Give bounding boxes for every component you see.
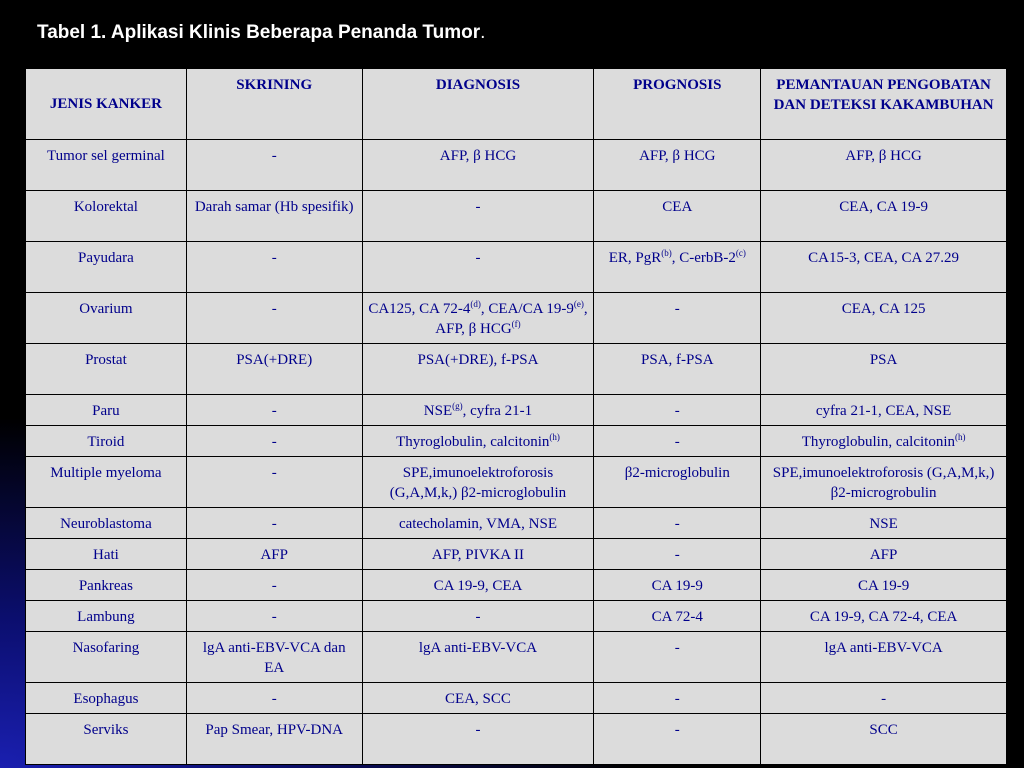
footnote-marker: (e): [573, 299, 584, 309]
cell-jenis: Kolorektal: [26, 191, 187, 242]
cell-jenis: Nasofaring: [26, 632, 187, 683]
cell-diagnosis: AFP, β HCG: [362, 140, 594, 191]
cell-pemantauan: Thyroglobulin, calcitonin$^{(h)}$: [761, 426, 1007, 457]
cell-jenis: Serviks: [26, 714, 187, 765]
cell-jenis: Tumor sel germinal: [26, 140, 187, 191]
cell-pemantauan: NSE: [761, 508, 1007, 539]
cell-jenis: Hati: [26, 539, 187, 570]
footnote-marker: (h): [955, 432, 966, 442]
table-row: [26, 539, 1007, 570]
footnote-marker: (g): [452, 401, 463, 411]
cell-pemantauan: CEA, CA 19-9: [761, 191, 1007, 242]
cell-prognosis: -: [594, 539, 761, 570]
header-jenis-kanker: JENIS KANKER: [26, 69, 187, 140]
slide-title-text: Tabel 1. Aplikasi Klinis Beberapa Penanda Tumor: [37, 22, 481, 43]
cell-jenis: Ovarium: [26, 293, 187, 344]
header-prognosis: PROGNOSIS: [594, 69, 761, 140]
cell-diagnosis: -: [362, 601, 594, 632]
cell-pemantauan: -: [761, 683, 1007, 714]
cell-diagnosis: catecholamin, VMA, NSE: [362, 508, 594, 539]
header-pemantauan: PEMANTAUAN PENGOBATAN DAN DETEKSI KAKAMBUHAN: [761, 69, 1007, 140]
cell-skrining: Darah samar (Hb spesifik): [186, 191, 362, 242]
table-row: [26, 344, 1007, 395]
cell-pemantauan: AFP, β HCG: [761, 140, 1007, 191]
header-diagnosis: DIAGNOSIS: [362, 69, 594, 140]
cell-prognosis: AFP, β HCG: [594, 140, 761, 191]
cell-skrining: -: [186, 570, 362, 601]
cell-pemantauan: AFP: [761, 539, 1007, 570]
cell-diagnosis: Thyroglobulin, calcitonin$^{(h)}$: [362, 426, 594, 457]
cell-skrining: -: [186, 293, 362, 344]
cell-pemantauan: CA15-3, CEA, CA 27.29: [761, 242, 1007, 293]
cell-skrining: -: [186, 457, 362, 508]
cell-jenis: Payudara: [26, 242, 187, 293]
cell-skrining: -: [186, 601, 362, 632]
cell-diagnosis: -: [362, 714, 594, 765]
table-row: [26, 601, 1007, 632]
cell-prognosis: -: [594, 395, 761, 426]
cell-prognosis: CA 19-9: [594, 570, 761, 601]
cell-skrining: -: [186, 242, 362, 293]
cell-pemantauan: cyfra 21-1, CEA, NSE: [761, 395, 1007, 426]
cell-skrining: -: [186, 395, 362, 426]
cell-pemantauan: CEA, CA 125: [761, 293, 1007, 344]
table-row: [26, 426, 1007, 457]
footnote-marker: (b): [661, 248, 672, 258]
cell-skrining: PSA(+DRE): [186, 344, 362, 395]
cell-pemantauan: lgA anti-EBV-VCA: [761, 632, 1007, 683]
footnote-marker: (c): [735, 248, 746, 258]
table-row: [26, 140, 1007, 191]
cell-diagnosis: -: [362, 242, 594, 293]
cell-diagnosis: lgA anti-EBV-VCA: [362, 632, 594, 683]
cell-jenis: Tiroid: [26, 426, 187, 457]
cell-prognosis: -: [594, 426, 761, 457]
slide-title: [37, 22, 485, 44]
cell-prognosis: -: [594, 508, 761, 539]
cell-diagnosis: AFP, PIVKA II: [362, 539, 594, 570]
table-row: [26, 242, 1007, 293]
header-skrining: SKRINING: [186, 69, 362, 140]
cell-pemantauan: CA 19-9: [761, 570, 1007, 601]
table-row: [26, 508, 1007, 539]
cell-skrining: -: [186, 426, 362, 457]
cell-prognosis: -: [594, 632, 761, 683]
cell-prognosis: CEA: [594, 191, 761, 242]
cell-skrining: Pap Smear, HPV-DNA: [186, 714, 362, 765]
footnote-marker: (d): [470, 299, 481, 309]
table-row: [26, 714, 1007, 765]
table-row: [26, 395, 1007, 426]
table-row: [26, 683, 1007, 714]
cell-prognosis: -: [594, 714, 761, 765]
cell-diagnosis: CEA, SCC: [362, 683, 594, 714]
cell-prognosis: -: [594, 293, 761, 344]
cell-jenis: Lambung: [26, 601, 187, 632]
table-row: [26, 632, 1007, 683]
cell-diagnosis: CA 19-9, CEA: [362, 570, 594, 601]
cell-pemantauan: CA 19-9, CA 72-4, CEA: [761, 601, 1007, 632]
cell-diagnosis: NSE$^{(g)}$, cyfra 21-1: [362, 395, 594, 426]
cell-diagnosis: PSA(+DRE), f-PSA: [362, 344, 594, 395]
slide-title-period: .: [480, 22, 486, 43]
cell-prognosis: PSA, f-PSA: [594, 344, 761, 395]
cell-prognosis: -: [594, 683, 761, 714]
tumor-marker-table: [25, 68, 1007, 765]
cell-jenis: Esophagus: [26, 683, 187, 714]
cell-skrining: -: [186, 683, 362, 714]
cell-jenis: Pankreas: [26, 570, 187, 601]
cell-pemantauan: PSA: [761, 344, 1007, 395]
cell-jenis: Paru: [26, 395, 187, 426]
table-row: [26, 570, 1007, 601]
table-header-row: [26, 69, 1007, 140]
cell-jenis: Prostat: [26, 344, 187, 395]
cell-prognosis: CA 72-4: [594, 601, 761, 632]
footnote-marker: (h): [549, 432, 560, 442]
cell-skrining: AFP: [186, 539, 362, 570]
table-row: [26, 457, 1007, 508]
cell-diagnosis: -: [362, 191, 594, 242]
cell-diagnosis: SPE,imunoelektroforosis (G,A,M,k,) β2-microglobulin: [362, 457, 594, 508]
cell-skrining: -: [186, 508, 362, 539]
cell-jenis: Multiple myeloma: [26, 457, 187, 508]
table-row: [26, 293, 1007, 344]
cell-skrining: -: [186, 140, 362, 191]
footnote-marker: (f): [511, 319, 521, 329]
table-row: [26, 191, 1007, 242]
cell-prognosis: β2-microglobulin: [594, 457, 761, 508]
cell-jenis: Neuroblastoma: [26, 508, 187, 539]
cell-pemantauan: SCC: [761, 714, 1007, 765]
cell-skrining: lgA anti-EBV-VCA dan EA: [186, 632, 362, 683]
cell-prognosis: ER, PgR$^{(b)}$, C-erbB-2$^{(c)}$: [594, 242, 761, 293]
cell-diagnosis: CA125, CA 72-4$^{(d)}$, CEA/CA 19-9$^{(e)}$, AFP, β HCG$^{(f)}$: [362, 293, 594, 344]
cell-pemantauan: SPE,imunoelektroforosis (G,A,M,k,) β2-microgrobulin: [761, 457, 1007, 508]
